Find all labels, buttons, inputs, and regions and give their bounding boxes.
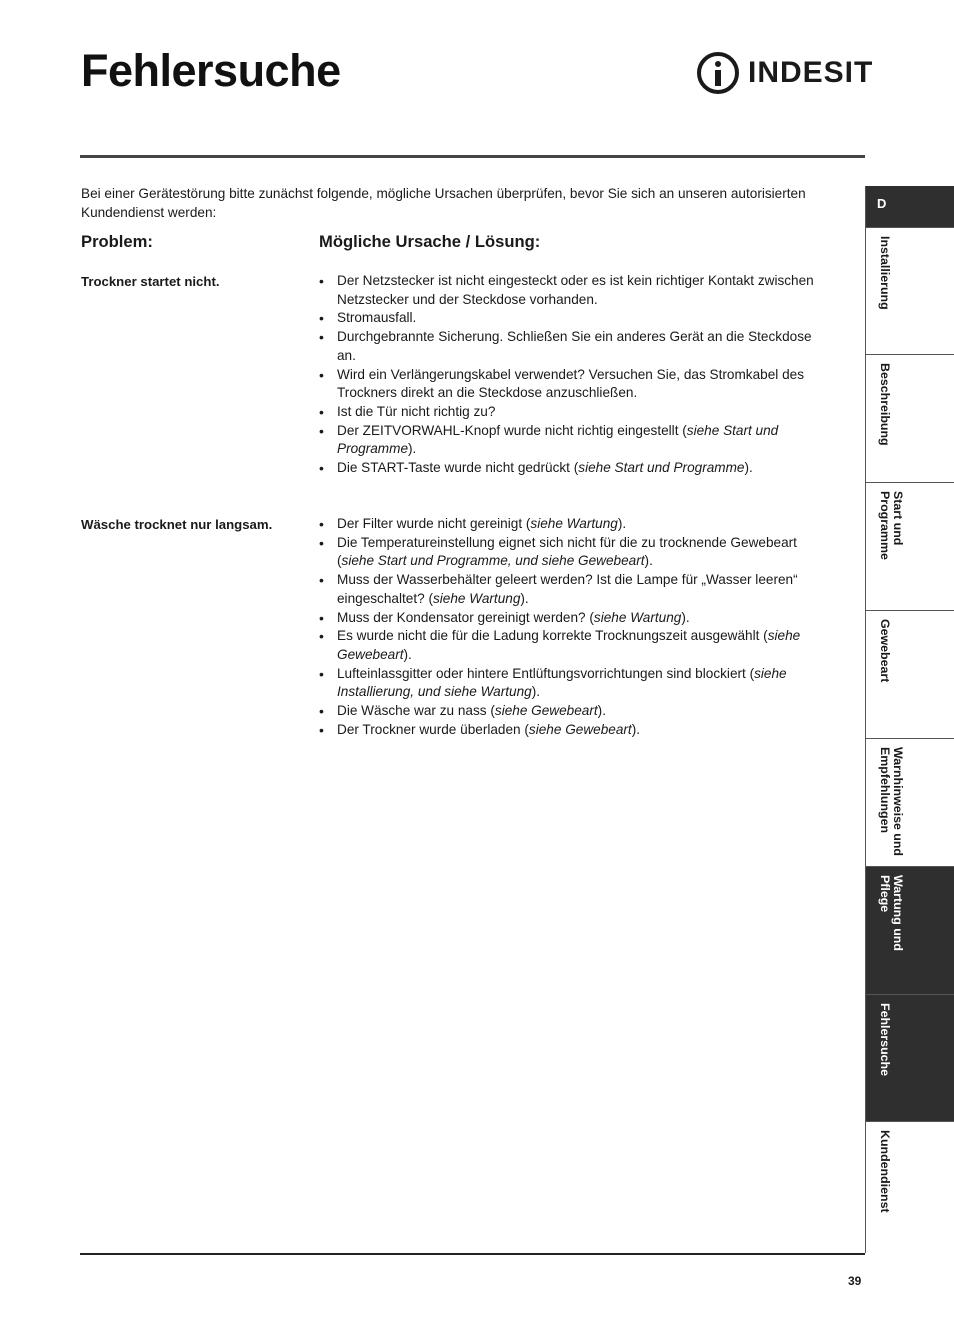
tab-label: Fehlersuche — [878, 1003, 892, 1076]
tab-label: Kundendienst — [878, 1130, 892, 1213]
section-tabs — [865, 186, 954, 1253]
cause-list — [319, 272, 829, 478]
tab-label: Gewebeart — [878, 619, 892, 683]
tab-label: Installierung — [878, 236, 892, 310]
cause-item: • Der Trockner wurde überladen (siehe Gewebeart). — [319, 721, 829, 740]
cause-list — [319, 515, 829, 739]
tab-label: Beschreibung — [878, 363, 892, 446]
cause-item: • Es wurde nicht die für die Ladung korrekte Trocknungszeit ausgewählt (siehe Gewebeart). — [319, 627, 829, 664]
cause-item: • Wird ein Verlängerungskabel verwendet? Versuchen Sie, das Stromkabel des Trockners direkt an die Steckdose anzuschließen. — [319, 366, 829, 403]
tab-wartung-und-pflege[interactable] — [866, 867, 954, 995]
cause-item: • Die Wäsche war zu nass (siehe Gewebeart). — [319, 702, 829, 721]
cause-item: • Der Netzstecker ist nicht eingesteckt oder es ist kein richtiger Kontakt zwischen Netzstecker und der Steckdose vorhanden. — [319, 272, 829, 309]
column-header-cause: Mögliche Ursache / Lösung: — [319, 232, 541, 251]
page-title: Fehlersuche — [81, 45, 341, 96]
tab-installierung[interactable] — [866, 228, 954, 355]
cause-item: • Die Temperatureinstellung eignet sich nicht für die zu trocknende Gewebeart (siehe Start und Programme, und siehe Gewebeart). — [319, 534, 829, 571]
bottom-divider — [80, 1253, 865, 1255]
cause-item: • Muss der Wasserbehälter geleert werden? Ist die Lampe für „Wasser leeren“ eingeschaltet? (siehe Wartung). — [319, 571, 829, 608]
indesit-logo — [697, 50, 873, 96]
indesit-logo-icon — [697, 52, 739, 94]
tab-gewebeart[interactable] — [866, 611, 954, 739]
problem-title: Trockner startet nicht. — [81, 274, 220, 289]
cause-item: • Stromausfall. — [319, 309, 829, 328]
top-divider — [80, 155, 865, 158]
tab-kundendienst[interactable] — [866, 1122, 954, 1253]
problem-title: Wäsche trocknet nur langsam. — [81, 517, 273, 532]
tab-label: Wartung und Pflege — [878, 875, 905, 951]
tab-language-d[interactable] — [866, 186, 954, 228]
column-header-problem: Problem: — [81, 232, 153, 251]
tab-label: Start und Programme — [878, 491, 905, 560]
tab-beschreibung[interactable] — [866, 355, 954, 483]
cause-item: • Durchgebrannte Sicherung. Schließen Sie ein anderes Gerät an die Steckdose an. — [319, 328, 829, 365]
cause-item: • Der Filter wurde nicht gereinigt (siehe Wartung). — [319, 515, 829, 534]
cause-item: • Der ZEITVORWAHL-Knopf wurde nicht richtig eingestellt (siehe Start und Programme). — [319, 422, 829, 459]
cause-item: • Lufteinlassgitter oder hintere Entlüftungsvorrichtungen sind blockiert (siehe Installierung, und siehe Wartung). — [319, 665, 829, 702]
tab-warnhinweise[interactable] — [866, 739, 954, 867]
cause-item: • Die START-Taste wurde nicht gedrückt (siehe Start und Programme). — [319, 459, 829, 478]
tab-fehlersuche[interactable] — [866, 995, 954, 1122]
cause-item: • Muss der Kondensator gereinigt werden? (siehe Wartung). — [319, 609, 829, 628]
tab-label: D — [877, 196, 887, 211]
page-number: 39 — [848, 1274, 862, 1288]
tab-start-und-programme[interactable] — [866, 483, 954, 611]
intro-text: Bei einer Gerätestörung bitte zunächst folgende, mögliche Ursachen überprüfen, bevor Sie sich an unseren autorisierten Kundendienst werden: — [81, 186, 806, 220]
logo-wordmark: INDESIT — [748, 56, 874, 89]
tab-label: Warnhinweise und Empfehlungen — [878, 747, 905, 856]
cause-item: • Ist die Tür nicht richtig zu? — [319, 403, 829, 422]
